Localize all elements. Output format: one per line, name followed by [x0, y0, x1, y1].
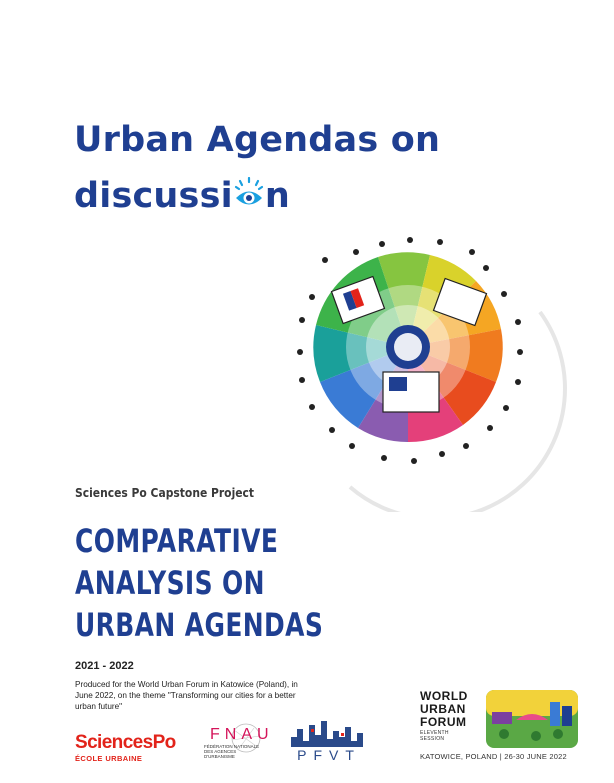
wuf-session: ELEVENTH SESSION: [420, 730, 449, 742]
pfvt-letters: PFVT: [297, 747, 361, 763]
project-label: Sciences Po Capstone Project: [75, 485, 255, 500]
main-title-line-2: ANALYSIS ON: [75, 564, 265, 602]
pfvt-skyline-icon: [289, 719, 369, 749]
urban-agenda-wheel: [290, 232, 570, 512]
title-line-1: Urban Agendas on: [74, 120, 441, 160]
wuf-wordmark: WORLD URBAN FORUM: [420, 689, 468, 729]
years: 2021 - 2022: [75, 660, 134, 672]
pfvt-logo: [289, 719, 369, 763]
main-title: [75, 520, 323, 646]
fnau-text: FÉDÉRATION NATIONALE DES AGENCES D'URBANISME: [204, 744, 260, 760]
title-line-2: discussi n: [74, 168, 494, 228]
main-title-line-3: URBAN AGENDAS: [75, 606, 324, 644]
fnau-letters: FNAU: [210, 726, 274, 743]
wuf-landscape-icon: [486, 690, 578, 748]
fnau-logo: [198, 722, 278, 776]
eye-icon: [234, 172, 264, 228]
produced-text: Produced for the World Urban Forum in Katowice (Poland), in June 2022, on the theme "Transforming our cities for a better urban future": [75, 680, 298, 711]
main-title-line-1: COMPARATIVE: [75, 522, 279, 560]
sciencespo-logo: [75, 733, 176, 763]
cover-title: [74, 112, 494, 228]
wuf-place: KATOWICE, POLAND | 26-30 JUNE 2022: [420, 752, 567, 761]
sciencespo-sub: ÉCOLE URBAINE: [75, 754, 143, 763]
sciencespo-name: SciencesPo: [75, 732, 176, 753]
